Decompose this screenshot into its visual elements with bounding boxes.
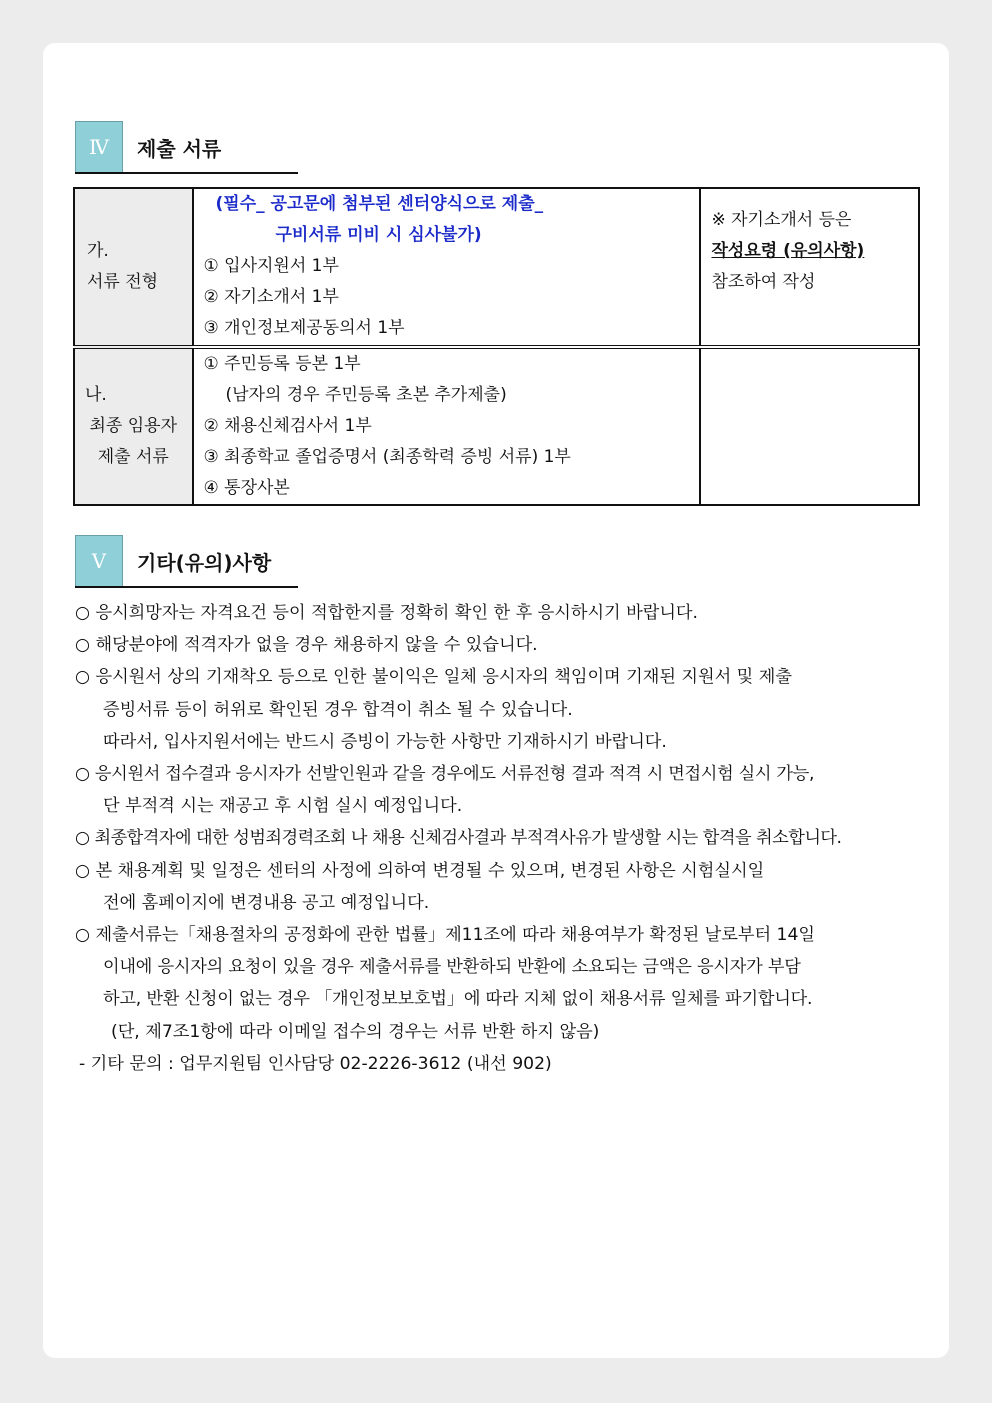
row1-label-line1: 가.	[87, 241, 109, 261]
section-4-title: 제출 서류	[137, 136, 222, 161]
section-5-number: Ⅴ	[75, 535, 123, 587]
list-item: ③ 최종학교 졸업증명서 (최종학력 증빙 서류) 1부	[203, 447, 571, 467]
section-5-title: 기타(유의)사항	[137, 550, 272, 575]
row2-label-line1: 나.	[85, 385, 107, 405]
note-line: 하고, 반환 신청이 없는 경우 「개인정보보호법」에 따라 지체 없이 채용서류 일체를 파기합니다.	[103, 989, 813, 1010]
note-line: ○ 본 채용계획 및 일정은 센터의 사정에 의하여 변경될 수 있으며, 변경된 사항은 시험실시일	[75, 860, 765, 881]
contact-line: - 기타 문의 : 업무지원팀 인사담당 02-2226-3612 (내선 902)	[79, 1053, 552, 1074]
row2-items-cell	[193, 347, 701, 505]
row1-note-line3: 참조하여 작성	[711, 272, 816, 292]
list-item: ② 자기소개서 1부	[203, 287, 339, 307]
note-line: 단 부적격 시는 재공고 후 시험 실시 예정입니다.	[103, 796, 463, 817]
row1-notice-line2: 구비서류 미비 시 심사불가)	[275, 225, 482, 245]
documents-table	[73, 187, 920, 506]
section-4-underline	[75, 172, 298, 174]
note-line: (단, 제7조1항에 따라 이메일 접수의 경우는 서류 반환 하지 않음)	[111, 1021, 600, 1042]
note-line: 이내에 응시자의 요청이 있을 경우 제출서류를 반환하되 반환에 소요되는 금액은 응시자가 부담	[103, 957, 801, 978]
row1-label-cell	[74, 188, 193, 347]
note-line: ○ 해당분야에 적격자가 없을 경우 채용하지 않을 수 있습니다.	[75, 635, 538, 656]
row2-label-line2: 최종 임용자	[89, 416, 177, 436]
note-line: ○ 제출서류는「채용절차의 공정화에 관한 법률」제11조에 따라 채용여부가 확정된 날로부터 14일	[75, 925, 815, 946]
list-item: ④ 통장사본	[203, 478, 290, 498]
note-line: ○ 응시원서 상의 기재착오 등으로 인한 불이익은 일체 응시자의 책임이며 기재된 지원서 및 제출	[75, 667, 792, 688]
section-5-underline	[75, 586, 298, 588]
row2-label-line3: 제출 서류	[97, 447, 169, 467]
list-item: ① 입사지원서 1부	[203, 256, 339, 276]
note-line: 증빙서류 등이 허위로 확인된 경우 합격이 취소 될 수 있습니다.	[103, 699, 573, 720]
note-line: ○ 응시희망자는 자격요건 등이 적합한지를 정확히 확인 한 후 응시하시기 바랍니다.	[75, 603, 699, 623]
note-line: ○ 최종합격자에 대한 성범죄경력조회 나 채용 신체검사결과 부적격사유가 발생할 시는 합격을 취소합니다.	[75, 828, 842, 849]
row2-note-cell	[700, 347, 919, 505]
section-4-header	[75, 120, 221, 174]
notes-body	[75, 597, 925, 1080]
row1-note-line1: ※ 자기소개서 등은	[711, 210, 852, 230]
row1-notice-line1: (필수_ 공고문에 첨부된 센터양식으로 제출_	[215, 194, 544, 214]
row1-label-line2: 서류 전형	[87, 272, 159, 292]
row1-note-line2: 작성요령 (유의사항)	[711, 241, 865, 261]
list-item: ③ 개인정보제공동의서 1부	[203, 318, 405, 338]
note-line: ○ 응시원서 접수결과 응시자가 선발인원과 같을 경우에도 서류전형 결과 적격 시 면접시험 실시 가능,	[75, 764, 815, 785]
note-line: 따라서, 입사지원서에는 반드시 증빙이 가능한 사항만 기재하시기 바랍니다.	[103, 731, 667, 752]
row2-label-cell	[74, 347, 193, 505]
section-5-header	[75, 534, 271, 588]
note-line: 전에 홈페이지에 변경내용 공고 예정입니다.	[103, 892, 430, 913]
row1-note-cell	[700, 188, 919, 347]
list-item: ② 채용신체검사서 1부	[203, 416, 372, 436]
section-4-number: Ⅳ	[75, 121, 123, 173]
table-row	[74, 347, 919, 505]
row1-items-cell	[193, 188, 701, 347]
list-item: (남자의 경우 주민등록 초본 추가제출)	[225, 385, 507, 405]
table-row	[74, 188, 919, 347]
list-item: ① 주민등록 등본 1부	[203, 354, 361, 374]
